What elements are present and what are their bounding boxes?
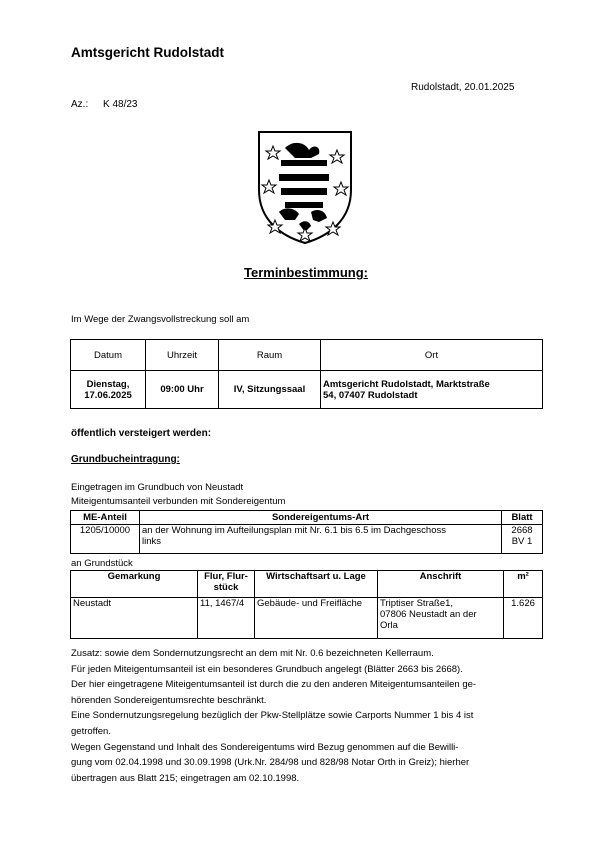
header-uhrzeit: Uhrzeit bbox=[146, 340, 219, 371]
datum-date: 17.06.2025 bbox=[84, 389, 132, 401]
header-sondereigentums-art: Sondereigentums-Art bbox=[140, 511, 502, 525]
header-blatt: Blatt bbox=[502, 511, 543, 525]
notes-line: Wegen Gegenstand und Inhalt des Sondereigentums wird Bezug genommen auf die Bewilli- bbox=[71, 741, 459, 753]
gemarkung-value: Neustadt bbox=[71, 598, 198, 639]
header-m2: m² bbox=[504, 571, 543, 598]
land-register-line-1: Eingetragen im Grundbuch von Neustadt bbox=[71, 482, 244, 493]
header-flur bbox=[198, 571, 255, 598]
notes-line: übertragen aus Blatt 215; eingetragen am 02.10.1998. bbox=[71, 772, 300, 784]
notes-line: Der hier eingetragene Miteigentumsanteil ist durch die zu den anderen Miteigentumsanteilen ge- bbox=[71, 679, 477, 691]
ort-line-2: 54, 07407 Rudolstadt bbox=[323, 389, 418, 401]
auction-statement: öffentlich versteigert werden: bbox=[71, 428, 212, 439]
art-line-2: links bbox=[142, 536, 162, 547]
an-grundstueck-label: an Grundstück bbox=[71, 558, 133, 569]
header-gemarkung: Gemarkung bbox=[71, 571, 198, 598]
header-anschrift: Anschrift bbox=[378, 571, 504, 598]
termin-raum: IV, Sitzungssaal bbox=[219, 371, 321, 409]
notes-line: Zusatz: sowie dem Sondernutzungsrecht an dem mit Nr. 0.6 bezeichneten Kellerraum. bbox=[71, 648, 434, 659]
notes-paragraph bbox=[71, 646, 541, 786]
notes-line: Für jeden Miteigentumsanteil ist ein besonderes Grundbuch angelegt (Blätter 2663 bis 2668). bbox=[71, 663, 463, 675]
anschrift-value bbox=[378, 598, 504, 639]
file-number-value: K 48/23 bbox=[103, 99, 138, 110]
blatt-value bbox=[502, 525, 543, 554]
header-datum: Datum bbox=[71, 340, 146, 371]
file-number-label: Az.: bbox=[71, 99, 89, 110]
blatt-number: 2668 bbox=[511, 525, 533, 536]
ort-line-1: Amtsgericht Rudolstadt, Marktstraße bbox=[323, 378, 490, 390]
m2-value: 1.626 bbox=[504, 598, 543, 639]
blatt-bv: BV 1 bbox=[511, 536, 533, 547]
anschrift-line-3: Orla bbox=[380, 620, 398, 631]
notes-line: Eine Sondernutzungsregelung bezüglich der Pkw-Stellplätze sowie Carports Nummer 1 bis 4 ist bbox=[71, 710, 474, 722]
header-wirtschaftsart: Wirtschaftsart u. Lage bbox=[255, 571, 378, 598]
termin-table bbox=[70, 339, 543, 409]
flur-header-line-1: Flur, Flur- bbox=[204, 571, 248, 582]
flur-header-line-2: stück bbox=[213, 582, 239, 593]
land-register-line-2: Miteigentumsanteil verbunden mit Sondereigentum bbox=[71, 496, 286, 507]
termin-datum bbox=[71, 371, 146, 409]
thuringia-coat-of-arms-icon bbox=[255, 128, 355, 246]
parcel-table bbox=[70, 570, 543, 639]
me-anteil-value: 1205/10000 bbox=[71, 525, 140, 554]
header-raum: Raum bbox=[219, 340, 321, 371]
ownership-share-table bbox=[70, 510, 543, 554]
notes-line: gung vom 02.04.1998 und 30.09.1998 (Urk.Nr. 284/98 und 828/98 Notar Orth in Greiz); hierher bbox=[71, 757, 470, 769]
datum-weekday: Dienstag, bbox=[86, 378, 130, 390]
notes-line: getroffen. bbox=[71, 725, 111, 737]
wirtschaftsart-value: Gebäude- und Freifläche bbox=[255, 598, 378, 639]
document-title: Terminbestimmung: bbox=[244, 265, 368, 280]
place-date: Rudolstadt, 20.01.2025 bbox=[411, 82, 515, 93]
flur-value: 11, 1467/4 bbox=[198, 598, 255, 639]
sondereigentums-art-value bbox=[140, 525, 502, 554]
header-me-anteil: ME-Anteil bbox=[71, 511, 140, 525]
land-register-heading: Grundbucheintragung: bbox=[71, 454, 180, 465]
art-line-1: an der Wohnung im Aufteilungsplan mit Nr. 6.1 bis 6.5 im Dachgeschoss bbox=[142, 525, 446, 536]
notes-line: hörenden Sondereigentumsrechte beschränkt. bbox=[71, 694, 267, 706]
anschrift-line-1: Triptiser Straße1, bbox=[380, 598, 454, 609]
intro-text: Im Wege der Zwangsvollstreckung soll am bbox=[71, 314, 250, 325]
court-name: Amtsgericht Rudolstadt bbox=[71, 45, 225, 60]
header-ort: Ort bbox=[321, 340, 543, 371]
termin-uhrzeit: 09:00 Uhr bbox=[146, 371, 219, 409]
anschrift-line-2: 07806 Neustadt an der bbox=[380, 609, 477, 620]
termin-ort bbox=[321, 371, 543, 409]
